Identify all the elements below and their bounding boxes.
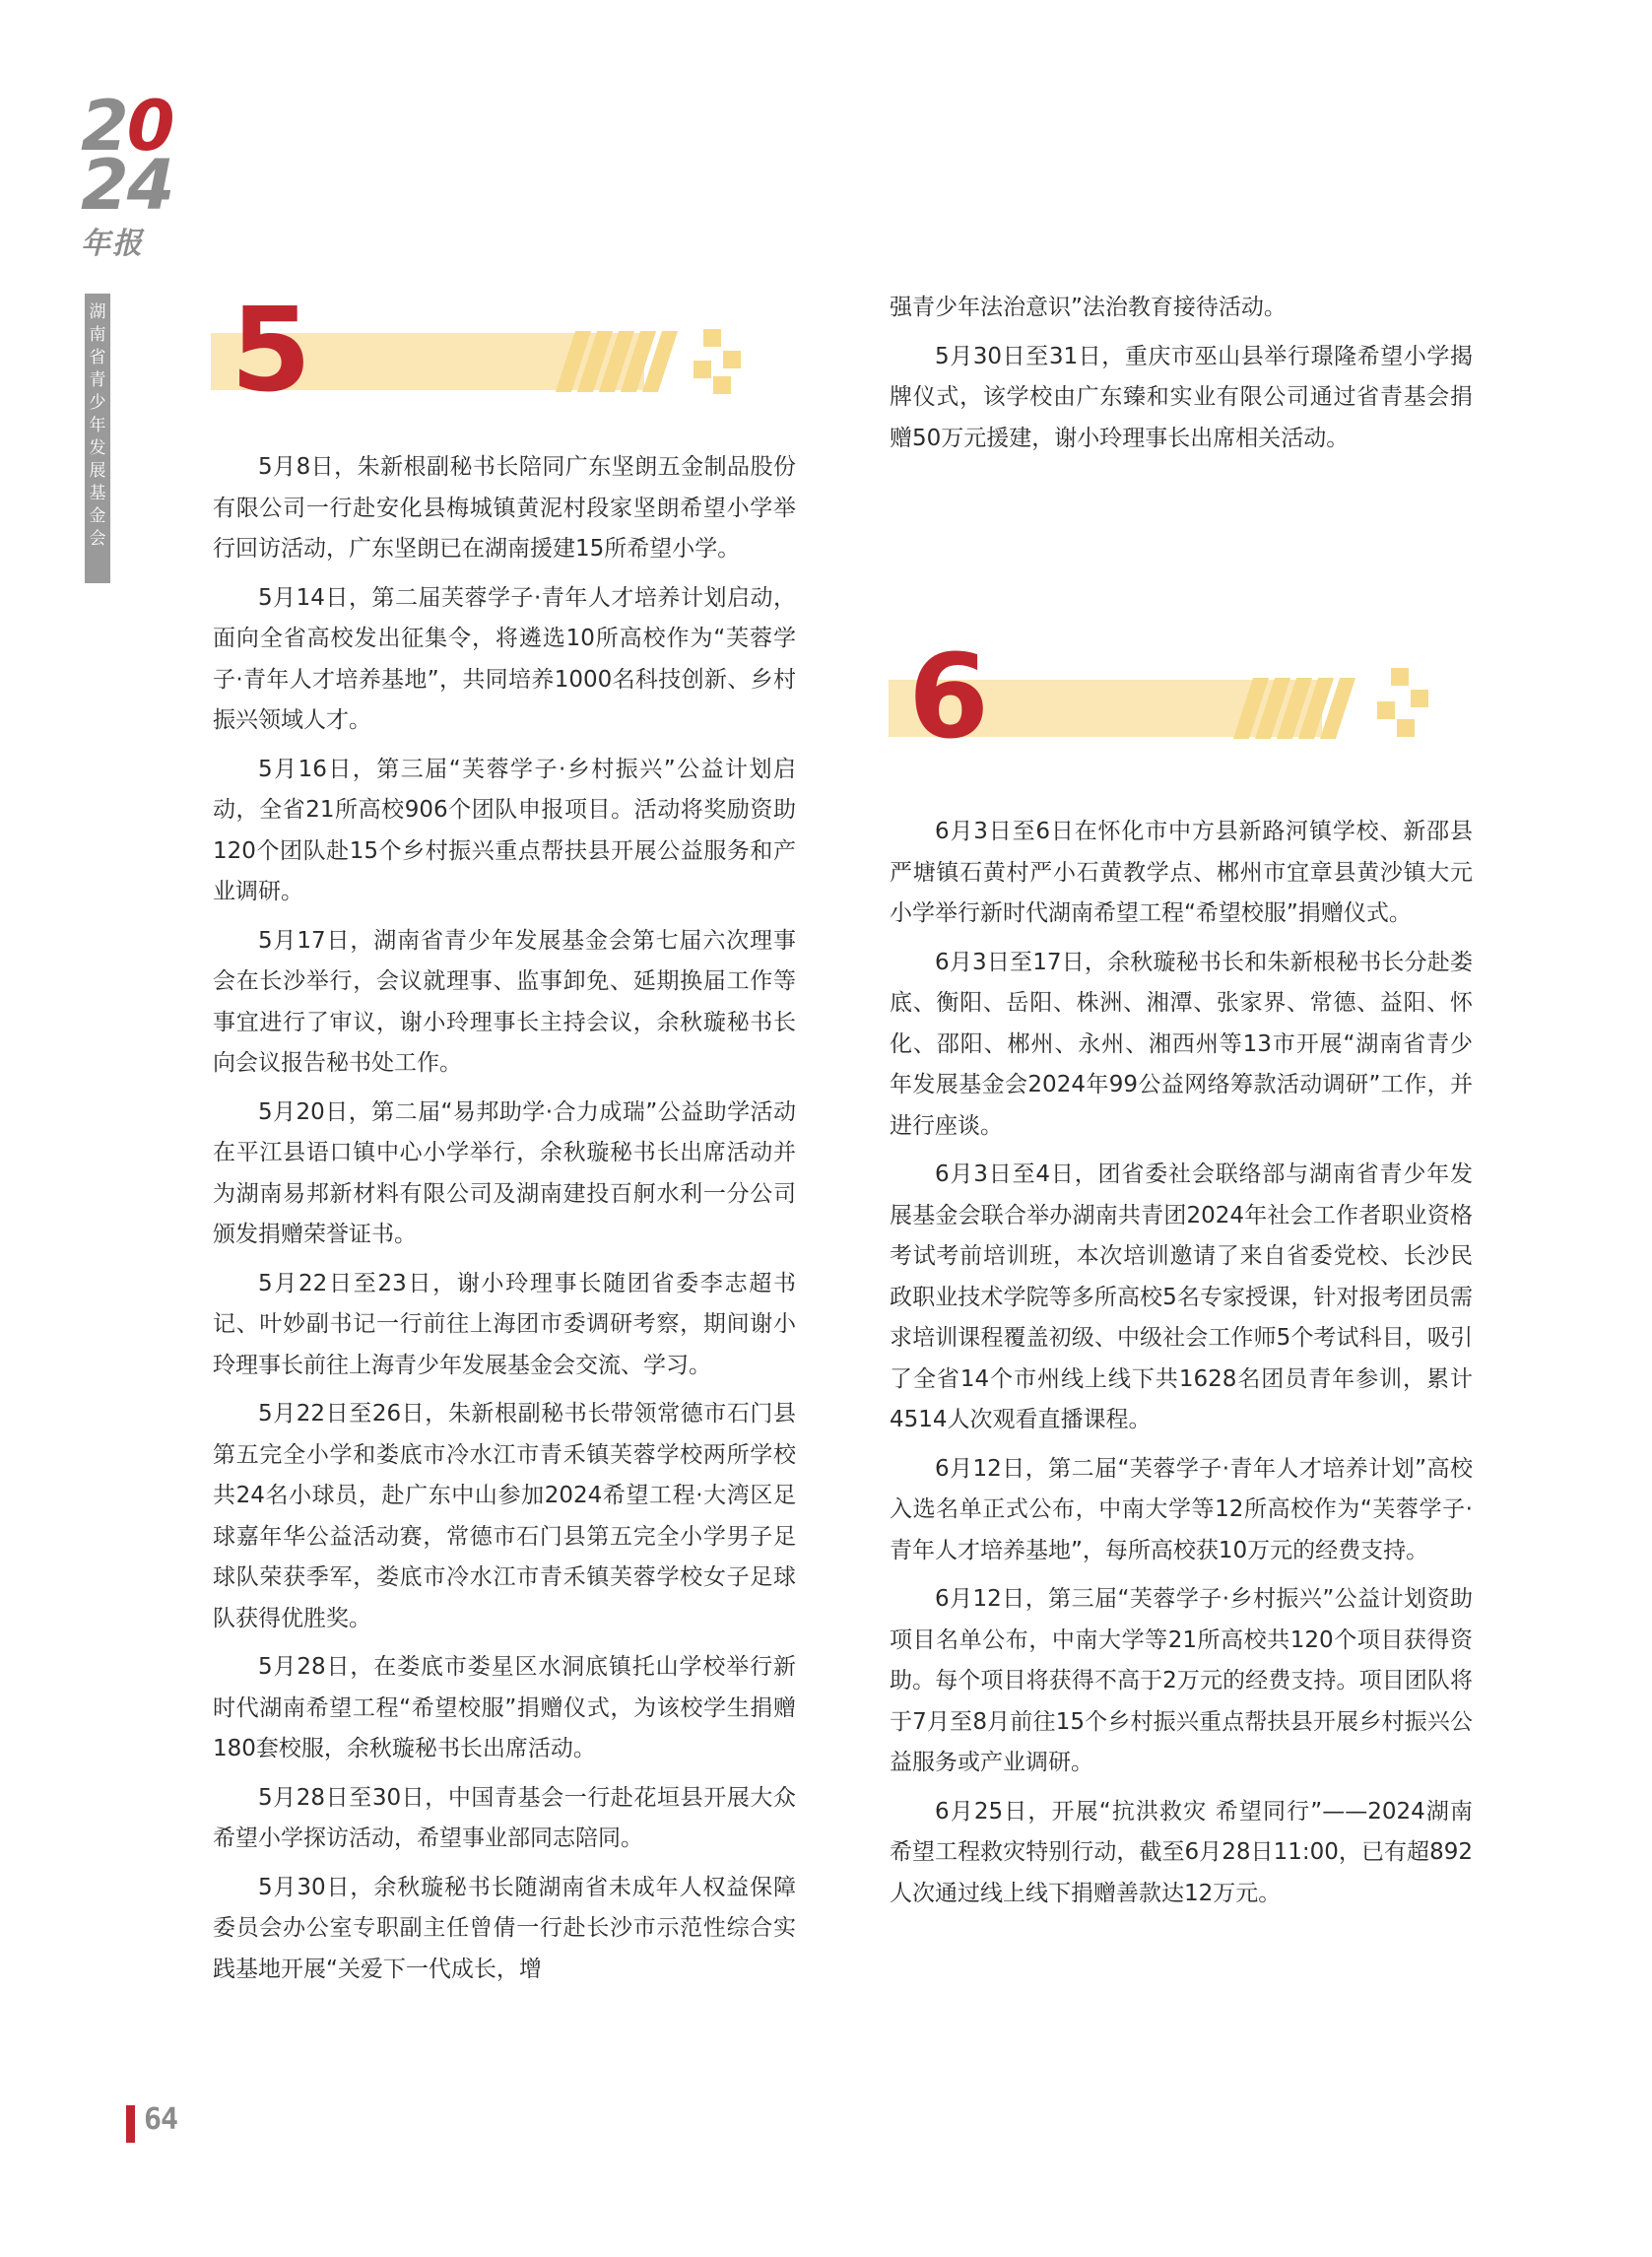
org-char: 会 <box>89 529 106 549</box>
paragraph: 5月14日，第二届芙蓉学子·青年人才培养计划启动，面向全省高校发出征集令，将遴选10所高校作为“芙蓉学子·青年人才培养基地”，共同培养1000名科技创新、乡村振兴领域人才。 <box>213 584 796 734</box>
org-char: 少 <box>89 393 106 413</box>
header-dot <box>713 376 731 394</box>
paragraph: 5月22日至26日，朱新根副秘书长带领常德市石门县第五完全小学和娄底市冷水江市青禾镇芙蓉学校两所学校共24名小球员，赴广东中山参加2024希望工程·大湾区足球嘉年华公益活动赛，常德市石门县第五完全小学男子足球队荣获季军，娄底市冷水江市青禾镇芙蓉学校女子足球队获得优胜奖。 <box>213 1401 796 1631</box>
paragraph: 6月25日，开展“抗洪救灾 希望同行”——2024湖南希望工程救灾特别行动，截至6月28日11:00，已有超892人次通过线上线下捐赠善款达12万元。 <box>890 1798 1473 1906</box>
annual-report-logo <box>81 86 173 262</box>
header-dot <box>1397 719 1415 737</box>
org-char: 省 <box>89 348 106 367</box>
header-dot <box>723 351 741 368</box>
header-stripes <box>1243 678 1352 739</box>
org-char: 金 <box>89 506 106 526</box>
paragraph: 5月20日，第二届“易邦助学·合力成瑞”公益助学活动在平江县语口镇中心小学举行，余秋璇秘书长出席活动并为湖南易邦新材料有限公司及湖南建投百舸水利一分公司颁发捐赠荣誉证书。 <box>213 1098 796 1248</box>
paragraph: 6月3日至4日，团省委社会联络部与湖南省青少年发展基金会联合举办湖南共青团2024年社会工作者职业资格考试考前培训班，本次培训邀请了来自省委党校、长沙民政职业技术学院等多所高校5名专家授课，针对报考团员需求培训课程覆盖初级、中级社会工作师5个考试科目，吸引了全省14个市州线上线下共1628名团员青年参训，累计4514人次观看直播课程。 <box>890 1162 1473 1433</box>
paragraph: 5月30日至31日，重庆市巫山县举行璟隆希望小学揭牌仪式，该学校由广东臻和实业有限公司通过省青基会捐赠50万元援建，谢小玲理事长出席相关活动。 <box>890 343 1473 451</box>
annual-report-label: 年报 <box>81 227 144 261</box>
year-2024 <box>81 86 173 226</box>
paragraph: 5月28日至30日，中国青基会一行赴花垣县开展大众希望小学探访活动，希望事业部同志陪同。 <box>213 1784 796 1852</box>
org-char: 青 <box>89 370 106 390</box>
page-marker <box>126 2105 135 2143</box>
month-number: 6 <box>908 629 990 764</box>
paragraph: 5月16日，第三届“芙蓉学子·乡村振兴”公益计划启动，全省21所高校906个团队申报项目。活动将奖励资助120个团队赴15个乡村振兴重点帮扶县开展公益服务和产业调研。 <box>213 756 796 905</box>
header-dot <box>703 329 721 347</box>
header-dot <box>1377 701 1395 719</box>
org-char: 展 <box>89 461 106 481</box>
section-header-may <box>211 282 762 418</box>
paragraph: 5月8日，朱新根副秘书长陪同广东坚朗五金制品股份有限公司一行赴安化县梅城镇黄泥村段家坚朗希望小学举行回访活动，广东坚朗已在湖南援建15所希望小学。 <box>213 454 796 562</box>
paragraph: 5月30日，余秋璇秘书长随湖南省未成年人权益保障委员会办公室专职副主任曾倩一行赴长沙市示范性综合实践基地开展“关爱下一代成长，增 <box>213 1874 796 1982</box>
right-column-top <box>890 288 1473 467</box>
page-number: 64 <box>144 2102 178 2137</box>
header-stripes <box>565 331 674 392</box>
header-dot <box>1411 690 1428 707</box>
org-char: 基 <box>89 484 106 503</box>
paragraph: 6月12日，第二届“芙蓉学子·青年人才培养计划”高校入选名单正式公布，中南大学等12所高校作为“芙蓉学子·青年人才培养基地”，每所高校获10万元的经费支持。 <box>890 1455 1473 1563</box>
organization-vertical-label <box>85 294 110 583</box>
paragraph-continued: 强青少年法治意识”法治教育接待活动。 <box>890 295 1287 320</box>
org-char: 南 <box>89 325 106 345</box>
header-dot <box>1391 668 1409 686</box>
header-dot <box>694 361 711 378</box>
org-char: 湖 <box>89 302 106 322</box>
year-digit: 2 <box>81 86 127 166</box>
org-char: 年 <box>89 416 106 435</box>
paragraph: 5月17日，湖南省青少年发展基金会第七届六次理事会在长沙举行，会议就理事、监事卸免、延期换届工作等事宜进行了审议，谢小玲理事长主持会议，余秋璇秘书长向会议报告秘书处工作。 <box>213 927 796 1077</box>
left-column <box>213 447 796 1998</box>
org-char: 发 <box>89 438 106 458</box>
year-digits: 24 <box>81 145 173 226</box>
month-number: 5 <box>231 282 312 418</box>
right-column-bottom <box>890 812 1473 1922</box>
paragraph: 6月3日至17日，余秋璇秘书长和朱新根秘书长分赴娄底、衡阳、岳阳、株洲、湘潭、张家界、常德、益阳、怀化、邵阳、郴州、永州、湘西州等13市开展“湖南省青少年发展基金会2024年99公益网络筹款活动调研”工作，并进行座谈。 <box>890 949 1473 1139</box>
year-digit-red: 0 <box>126 86 173 166</box>
paragraph: 6月12日，第三届“芙蓉学子·乡村振兴”公益计划资助项目名单公布，中南大学等21所高校共120个项目获得资助。每个项目将获得不高于2万元的经费支持。项目团队将于7月至8月前往15个乡村振兴重点帮扶县开展乡村振兴公益服务或产业调研。 <box>890 1586 1473 1776</box>
paragraph: 5月28日，在娄底市娄星区水洞底镇托山学校举行新时代湖南希望工程“希望校服”捐赠仪式，为该校学生捐赠180套校服，余秋璇秘书长出席活动。 <box>213 1654 796 1762</box>
section-header-june <box>889 629 1440 764</box>
paragraph: 5月22日至23日，谢小玲理事长随团省委李志超书记、叶妙副书记一行前往上海团市委调研考察，期间谢小玲理事长前往上海青少年发展基金会交流、学习。 <box>213 1270 796 1378</box>
paragraph: 6月3日至6日在怀化市中方县新路河镇学校、新邵县严塘镇石黄村严小石黄教学点、郴州市宜章县黄沙镇大元小学举行新时代湖南希望工程“希望校服”捐赠仪式。 <box>890 819 1473 926</box>
